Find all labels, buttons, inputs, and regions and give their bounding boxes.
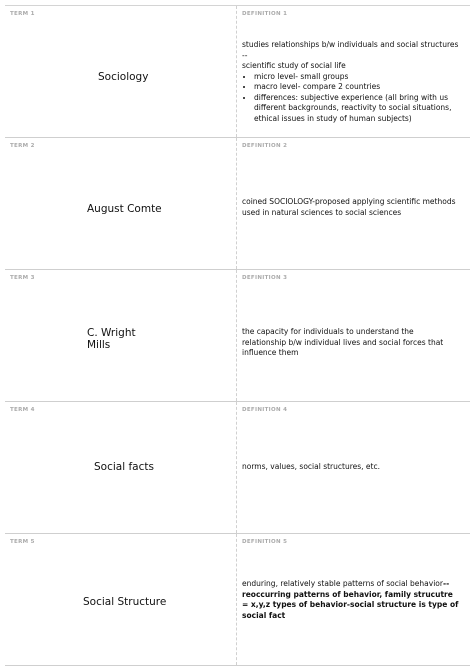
term-caption: TERM 1	[10, 11, 35, 17]
term-caption: TERM 5	[10, 539, 35, 545]
definition-panel	[237, 270, 470, 401]
term-caption: TERM 3	[10, 275, 35, 281]
term-line: C. Wright	[87, 327, 136, 339]
definition-caption: DEFINITION 3	[242, 275, 288, 281]
term-text: Sociology	[98, 71, 149, 83]
flashcard	[5, 5, 470, 137]
definition-caption: DEFINITION 4	[242, 407, 288, 413]
term-text: Social facts	[94, 461, 154, 473]
definition-line: studies relationships b/w individuals and social structures --	[242, 40, 459, 60]
definition-panel	[237, 138, 470, 269]
flashcard-sheet	[5, 5, 470, 666]
definition-bullet: • macro level- compare 2 countries	[254, 82, 460, 93]
term-panel	[5, 6, 237, 137]
definition-caption: DEFINITION 2	[242, 143, 288, 149]
definition-bullet: • differences: subjective experience (all bring with us different backgrounds, reactivity to social situations, ethical issues in study of human subjects)	[254, 93, 460, 125]
definition-text	[242, 579, 460, 621]
definition-text: coined SOCIOLOGY-proposed applying scientific methods used in natural sciences to social sciences	[242, 197, 456, 217]
term-text: Social Structure	[83, 596, 167, 608]
definition-bullet-list	[242, 72, 460, 125]
definition-caption: DEFINITION 1	[242, 11, 288, 17]
definition-bullet: • micro level- small groups	[254, 72, 460, 83]
term-panel	[5, 138, 237, 269]
definition-panel	[237, 402, 470, 533]
flashcard	[5, 137, 470, 269]
definition-panel	[237, 534, 470, 665]
term-text	[87, 327, 136, 351]
definition-text: the capacity for individuals to understand the relationship b/w individual lives and social forces that influence them	[242, 327, 444, 357]
flashcard	[5, 401, 470, 533]
term-caption: TERM 2	[10, 143, 35, 149]
definition-line: scientific study of social life	[242, 61, 346, 70]
definition-text	[242, 40, 460, 124]
term-caption: TERM 4	[10, 407, 35, 413]
definition-caption: DEFINITION 5	[242, 539, 288, 545]
definition-bold-text: --reoccurring patterns of behavior, family strucutre = x,y,z types of behavior-social structure is type of social fact	[242, 579, 459, 620]
definition-text: norms, values, social structures, etc.	[242, 462, 380, 471]
definition-panel	[237, 6, 470, 137]
term-panel	[5, 402, 237, 533]
term-panel	[5, 270, 237, 401]
term-line: Mills	[87, 339, 111, 351]
term-panel	[5, 534, 237, 665]
definition-plain-text: enduring, relatively stable patterns of social behavior	[242, 579, 443, 588]
flashcard	[5, 533, 470, 666]
flashcard	[5, 269, 470, 401]
term-text: August Comte	[87, 203, 162, 215]
